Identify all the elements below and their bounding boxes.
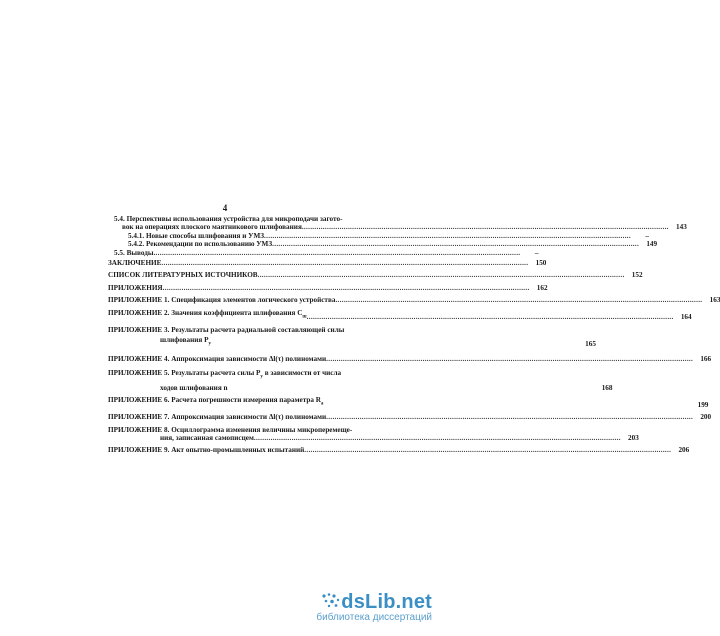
toc-page-number: 164 (680, 313, 692, 322)
table-of-contents (108, 215, 720, 455)
brand-net: .net (395, 591, 432, 613)
toc-entry-text: 5.5. Выводы (114, 248, 154, 257)
toc-entry-text: 5.4.1. Новые способы шлифования и УМЗ (128, 231, 265, 240)
toc-entry-text: ПРИЛОЖЕНИЕ 9. Акт опытно-промышленных испытаний (108, 446, 305, 455)
toc-page-number: 149 (646, 240, 658, 249)
toc-entry-subscript: ш (302, 314, 307, 320)
toc-entry-5-4-2[interactable] (108, 240, 658, 249)
watermark-brand (316, 592, 432, 612)
toc-page-number: 199 (697, 400, 709, 409)
watermark[interactable] (316, 592, 432, 624)
toc-entry-conclusion[interactable] (108, 259, 547, 268)
toc-entry-text (108, 309, 307, 322)
toc-entry-subscript: y (260, 374, 263, 380)
toc-entry-appendix-5[interactable] (108, 369, 613, 392)
toc-entry-text: СПИСОК ЛИТЕРАТУРНЫХ ИСТОЧНИКОВ (108, 271, 258, 280)
toc-entry-appendix-6[interactable] (108, 396, 709, 409)
toc-entry-appendix-4[interactable] (108, 354, 712, 363)
toc-entry-5-5[interactable] (108, 248, 539, 257)
toc-entry-appendix-8[interactable] (108, 425, 639, 443)
toc-leader (228, 384, 595, 392)
toc-leader: ............................................................................................................................................................................... (272, 240, 640, 249)
toc-entry-text (160, 336, 211, 349)
toc-leader: ............................................................................................................................................................................... (153, 248, 521, 257)
toc-page-number: 203 (628, 434, 639, 443)
toc-leader: ............................................................................................................................................................................... (162, 283, 530, 292)
toc-entry-text: ния, записанная самописцем (160, 434, 254, 443)
toc-entry-text: 5.4. Перспективы использования устройства для микроподачи загото- (114, 215, 343, 223)
toc-entry-text (108, 369, 341, 382)
toc-entry-references[interactable] (108, 271, 643, 280)
toc-entry-appendix-7[interactable] (108, 413, 712, 422)
toc-page-number: 200 (700, 413, 712, 422)
toc-entry-text-main: ПРИЛОЖЕНИЕ 6. Расчета погрешности измерения параметра R (108, 396, 321, 405)
toc-entry-text (108, 396, 323, 409)
toc-entry-text: 5.4.2. Рекомендации по использованию УМЗ (128, 240, 273, 249)
toc-page-number: 163 (709, 296, 720, 305)
toc-entry-text: ПРИЛОЖЕНИЯ (108, 283, 163, 292)
toc-page-number: 150 (535, 259, 547, 268)
toc-leader: ............................................................................................................................................................................... (304, 446, 672, 455)
brand-ds: ds (341, 591, 366, 613)
toc-entry-text: ПРИЛОЖЕНИЕ 8. Осциллограмма изменения величины микроперемеще- (108, 425, 353, 434)
page-number: 4 (222, 203, 228, 213)
toc-page-number: 143 (676, 223, 687, 232)
toc-entry-text: ПРИЛОЖЕНИЕ 7. Аппроксимация зависимости Δl(τ) полиномами (108, 413, 327, 422)
toc-leader: ............................................................................................................................................................................... (301, 223, 669, 232)
toc-page-number: 152 (631, 271, 643, 280)
toc-leader: ............................................................................................................................................................................... (326, 354, 694, 363)
toc-entry-text-tail: в зависимости от числа (262, 369, 342, 378)
toc-entry-text-main: ПРИЛОЖЕНИЕ 2. Значения коэффициента шлифования C (108, 308, 303, 317)
toc-leader: ............................................................................................................................................................................... (306, 313, 674, 322)
toc-entry-text: вок на операциях плоского маятникового шлифования (122, 223, 302, 232)
toc-entry-text-main: шлифования P (160, 335, 209, 344)
toc-entry-subscript: y (208, 341, 211, 347)
toc-leader: ............................................................................................................................................................................... (253, 434, 621, 443)
toc-leader: ............................................................................................................................................................................... (257, 271, 625, 280)
toc-entry-subscript: a (320, 401, 324, 407)
toc-leader (211, 340, 578, 348)
toc-entry-text: ЗАКЛЮЧЕНИЕ (108, 259, 162, 268)
toc-entry-text: ПРИЛОЖЕНИЕ 3. Результаты расчета радиальной составляющей силы (108, 325, 345, 334)
toc-entry-text-main: ПРИЛОЖЕНИЕ 5. Результаты расчета силы P (108, 369, 261, 378)
toc-page-number: 168 (601, 384, 613, 392)
toc-page-number: 206 (678, 446, 690, 455)
toc-page-number: – (645, 231, 649, 240)
brand-lib: Lib (365, 591, 396, 613)
toc-entry-appendix-9[interactable] (108, 446, 690, 455)
toc-entry-appendix-2[interactable] (108, 308, 692, 322)
toc-page-number: – (534, 248, 539, 257)
toc-entry-appendix-1[interactable] (108, 296, 720, 305)
toc-page-number: 166 (700, 354, 712, 363)
toc-entry-appendix-3[interactable] (108, 325, 596, 349)
toc-leader: ............................................................................................................................................................................... (161, 259, 529, 268)
toc-entry-text: ПРИЛОЖЕНИЕ 4. Аппроксимация зависимости Δl(τ) полиномами (108, 354, 327, 363)
toc-entry-appendices[interactable] (108, 283, 548, 292)
watermark-tagline: библиотека диссертаций (316, 612, 432, 623)
toc-page-number: 165 (585, 340, 596, 349)
toc-entry-text: ходов шлифования n (160, 384, 228, 392)
toc-entry-5-4-1[interactable] (108, 231, 649, 240)
toc-leader: ............................................................................................................................................................................... (264, 231, 631, 240)
toc-entry-5-4[interactable] (108, 215, 687, 232)
toc-entry-text: ПРИЛОЖЕНИЕ 1. Спецификация элементов логического устройства (108, 296, 336, 305)
toc-leader (320, 401, 690, 409)
toc-leader: ............................................................................................................................................................................... (326, 413, 694, 422)
toc-leader: ............................................................................................................................................................................... (335, 296, 703, 305)
toc-page-number: 162 (536, 283, 548, 292)
